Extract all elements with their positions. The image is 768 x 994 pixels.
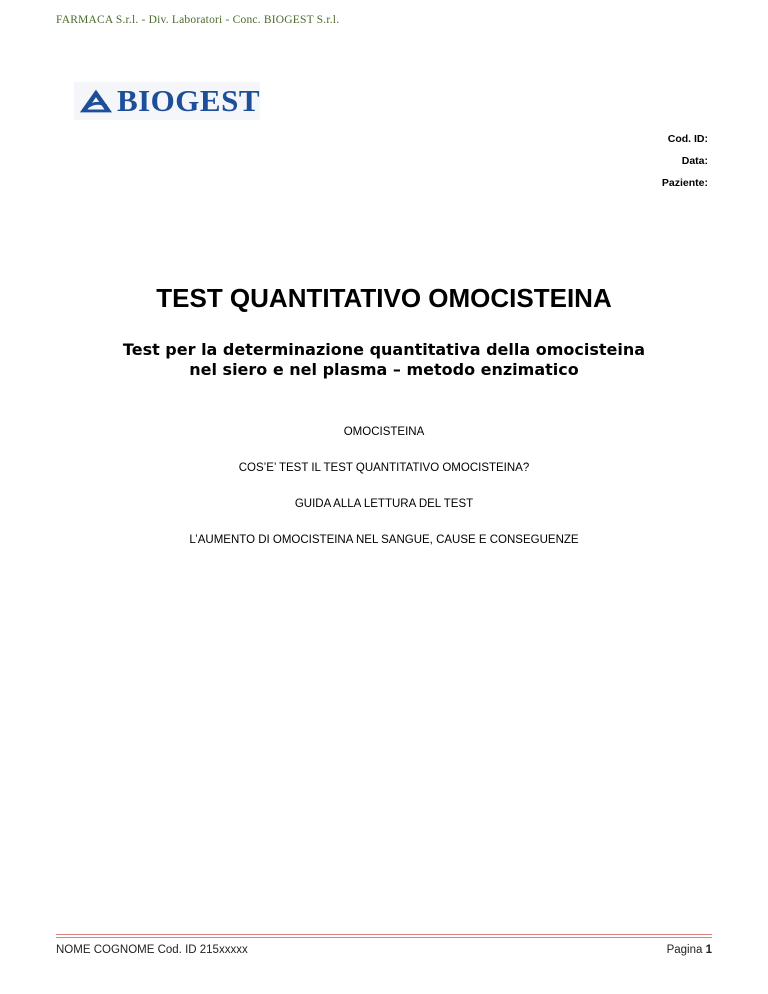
document-title: TEST QUANTITATIVO OMOCISTEINA [156,283,612,313]
page-number-value: 1 [705,944,712,956]
paziente-label: Paziente: [661,177,708,189]
contents-item: GUIDA ALLA LETTURA DEL TEST [294,498,474,510]
contents-item: COS’E’ TEST IL TEST QUANTITATIVO OMOCISTEINA? [238,462,530,474]
footer-divider [56,934,712,938]
page-number [667,944,712,956]
contents-list [0,426,768,570]
running-header: FARMACA S.r.l. - Div. Laboratori - Conc. BIOGEST S.r.l. [56,14,340,26]
triangle-logo-icon [78,86,114,116]
biogest-logo [74,82,260,120]
document-subtitle [0,340,768,380]
page-label: Pagina [666,944,703,956]
subtitle-line-1: Test per la determinazione quantitativa della omocisteina [122,340,646,359]
logo-text: BIOGEST [116,83,260,118]
contents-item: OMOCISTEINA [343,426,425,438]
patient-info [662,128,708,194]
data-label: Data: [681,155,708,167]
subtitle-line-2: nel siero e nel plasma – metodo enzimatico [189,360,579,379]
footer-patient: NOME COGNOME Cod. ID 215xxxxx [56,944,248,956]
contents-item: L’AUMENTO DI OMOCISTEINA NEL SANGUE, CAUSE E CONSEGUENZE [189,534,579,546]
cod-id-label: Cod. ID: [667,133,708,145]
